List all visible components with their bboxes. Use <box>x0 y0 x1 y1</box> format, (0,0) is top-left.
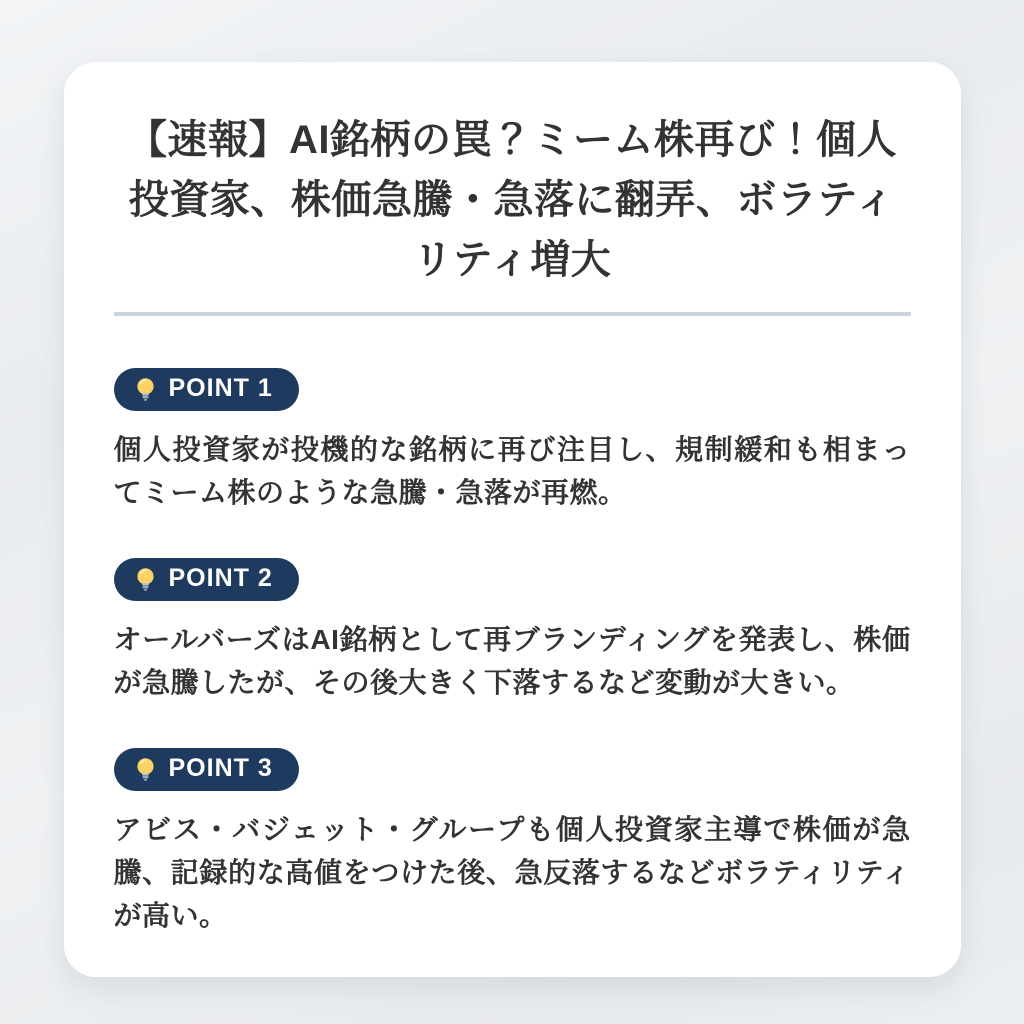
lightbulb-icon <box>132 756 159 783</box>
news-summary-card <box>64 62 961 977</box>
point-1-text: 個人投資家が投機的な銘柄に再び注目し、規制緩和も相まってミーム株のような急騰・急落が再燃。 <box>113 434 911 508</box>
point-block-3 <box>114 748 911 937</box>
point-block-1 <box>114 368 911 514</box>
point-2-badge <box>114 558 299 601</box>
page-title: 【速報】AI銘柄の罠？ミーム株再び！個人投資家、株価急騰・急落に翻弄、ボラティリティ増大 <box>127 118 897 282</box>
point-3-badge <box>114 748 299 791</box>
point-3-text: アビス・バジェット・グループも個人投資家主導で株価が急騰、記録的な高値をつけた後、急反落するなどボラティリティが高い。 <box>113 814 911 931</box>
point-1-badge <box>114 368 299 411</box>
point-1-label: POINT 1 <box>168 374 273 402</box>
point-2-label: POINT 2 <box>168 564 273 592</box>
point-block-2 <box>114 558 911 704</box>
point-3-label: POINT 3 <box>168 754 273 782</box>
lightbulb-icon <box>132 376 159 403</box>
point-2-text: オールバーズはAI銘柄として再ブランディングを発表し、株価が急騰したが、その後大きく下落するなど変動が大きい。 <box>113 624 911 698</box>
lightbulb-icon <box>132 566 159 593</box>
divider <box>114 312 911 316</box>
